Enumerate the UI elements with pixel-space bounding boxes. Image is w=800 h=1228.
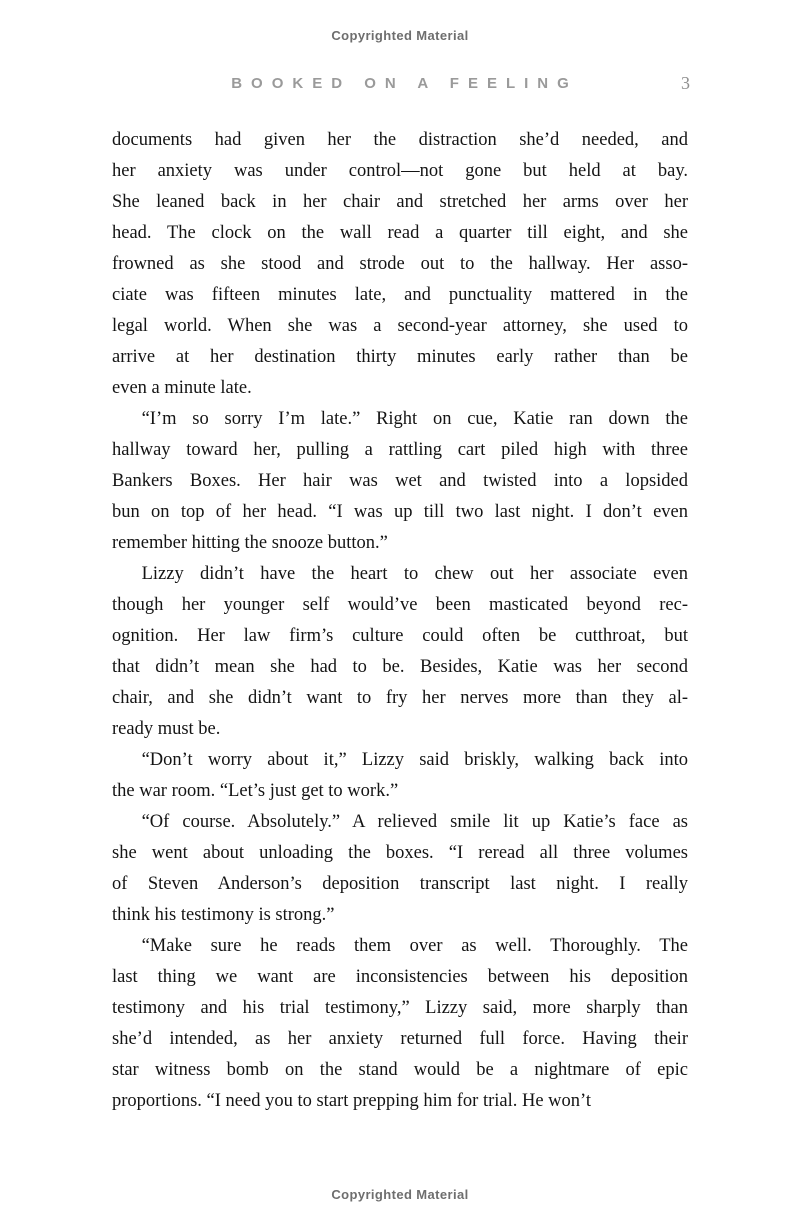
text-line: though her younger self would’ve been masticated beyond rec- xyxy=(112,595,688,615)
text-line: her anxiety was under control—not gone but held at bay. xyxy=(112,161,688,181)
paragraph xyxy=(112,404,688,559)
text-line: arrive at her destination thirty minutes early rather than be xyxy=(112,347,688,367)
text-line: frowned as she stood and strode out to the hallway. Her asso- xyxy=(112,254,688,274)
text-line: even a minute late. xyxy=(112,378,252,398)
book-title-running-head: BOOKED ON A FEELING xyxy=(231,75,578,92)
text-line: testimony and his trial testimony,” Lizzy said, more sharply than xyxy=(112,998,688,1018)
text-line: star witness bomb on the stand would be a nightmare of epic xyxy=(112,1060,688,1080)
text-line: think his testimony is strong.” xyxy=(112,905,335,925)
copyright-notice-top: Copyrighted Material xyxy=(331,28,469,43)
text-line: proportions. “I need you to start prepping him for trial. He won’t xyxy=(112,1091,592,1111)
text-line: ognition. Her law firm’s culture could often be cutthroat, but xyxy=(112,626,688,646)
running-header xyxy=(112,75,688,99)
text-line: she’d intended, as her anxiety returned full force. Having their xyxy=(112,1029,688,1049)
paragraph xyxy=(112,559,688,745)
paragraph xyxy=(112,931,688,1117)
text-line: that didn’t mean she had to be. Besides, Katie was her second xyxy=(112,657,688,677)
text-line: “Of course. Absolutely.” A relieved smile lit up Katie’s face as xyxy=(141,812,688,832)
text-line: the war room. “Let’s just get to work.” xyxy=(112,781,399,801)
text-line: head. The clock on the wall read a quarter till eight, and she xyxy=(112,223,688,243)
text-line: chair, and she didn’t want to fry her nerves more than they al- xyxy=(112,688,688,708)
text-line: Lizzy didn’t have the heart to chew out her associate even xyxy=(141,564,688,584)
text-line: bun on top of her head. “I was up till two last night. I don’t even xyxy=(112,502,688,522)
copyright-notice-bottom: Copyrighted Material xyxy=(331,1187,469,1202)
paragraph xyxy=(112,807,688,931)
text-line: “I’m so sorry I’m late.” Right on cue, Katie ran down the xyxy=(141,409,688,429)
text-line: She leaned back in her chair and stretched her arms over her xyxy=(112,192,688,212)
text-line: ciate was fifteen minutes late, and punctuality mattered in the xyxy=(112,285,688,305)
text-line: “Make sure he reads them over as well. Thoroughly. The xyxy=(141,936,688,956)
text-line: Bankers Boxes. Her hair was wet and twisted into a lopsided xyxy=(112,471,688,491)
paragraph xyxy=(112,745,688,807)
paragraph xyxy=(112,125,688,404)
text-line: remember hitting the snooze button.” xyxy=(112,533,388,553)
text-line: documents had given her the distraction she’d needed, and xyxy=(112,130,688,150)
page-body xyxy=(112,125,688,1117)
text-line: ready must be. xyxy=(112,719,221,739)
text-line: she went about unloading the boxes. “I reread all three volumes xyxy=(112,843,688,863)
text-line: of Steven Anderson’s deposition transcript last night. I really xyxy=(112,874,688,894)
text-line: legal world. When she was a second-year attorney, she used to xyxy=(112,316,688,336)
page-number: 3 xyxy=(681,73,690,93)
text-line: “Don’t worry about it,” Lizzy said briskly, walking back into xyxy=(141,750,688,770)
text-line: hallway toward her, pulling a rattling cart piled high with three xyxy=(112,440,688,460)
text-line: last thing we want are inconsistencies between his deposition xyxy=(112,967,688,987)
